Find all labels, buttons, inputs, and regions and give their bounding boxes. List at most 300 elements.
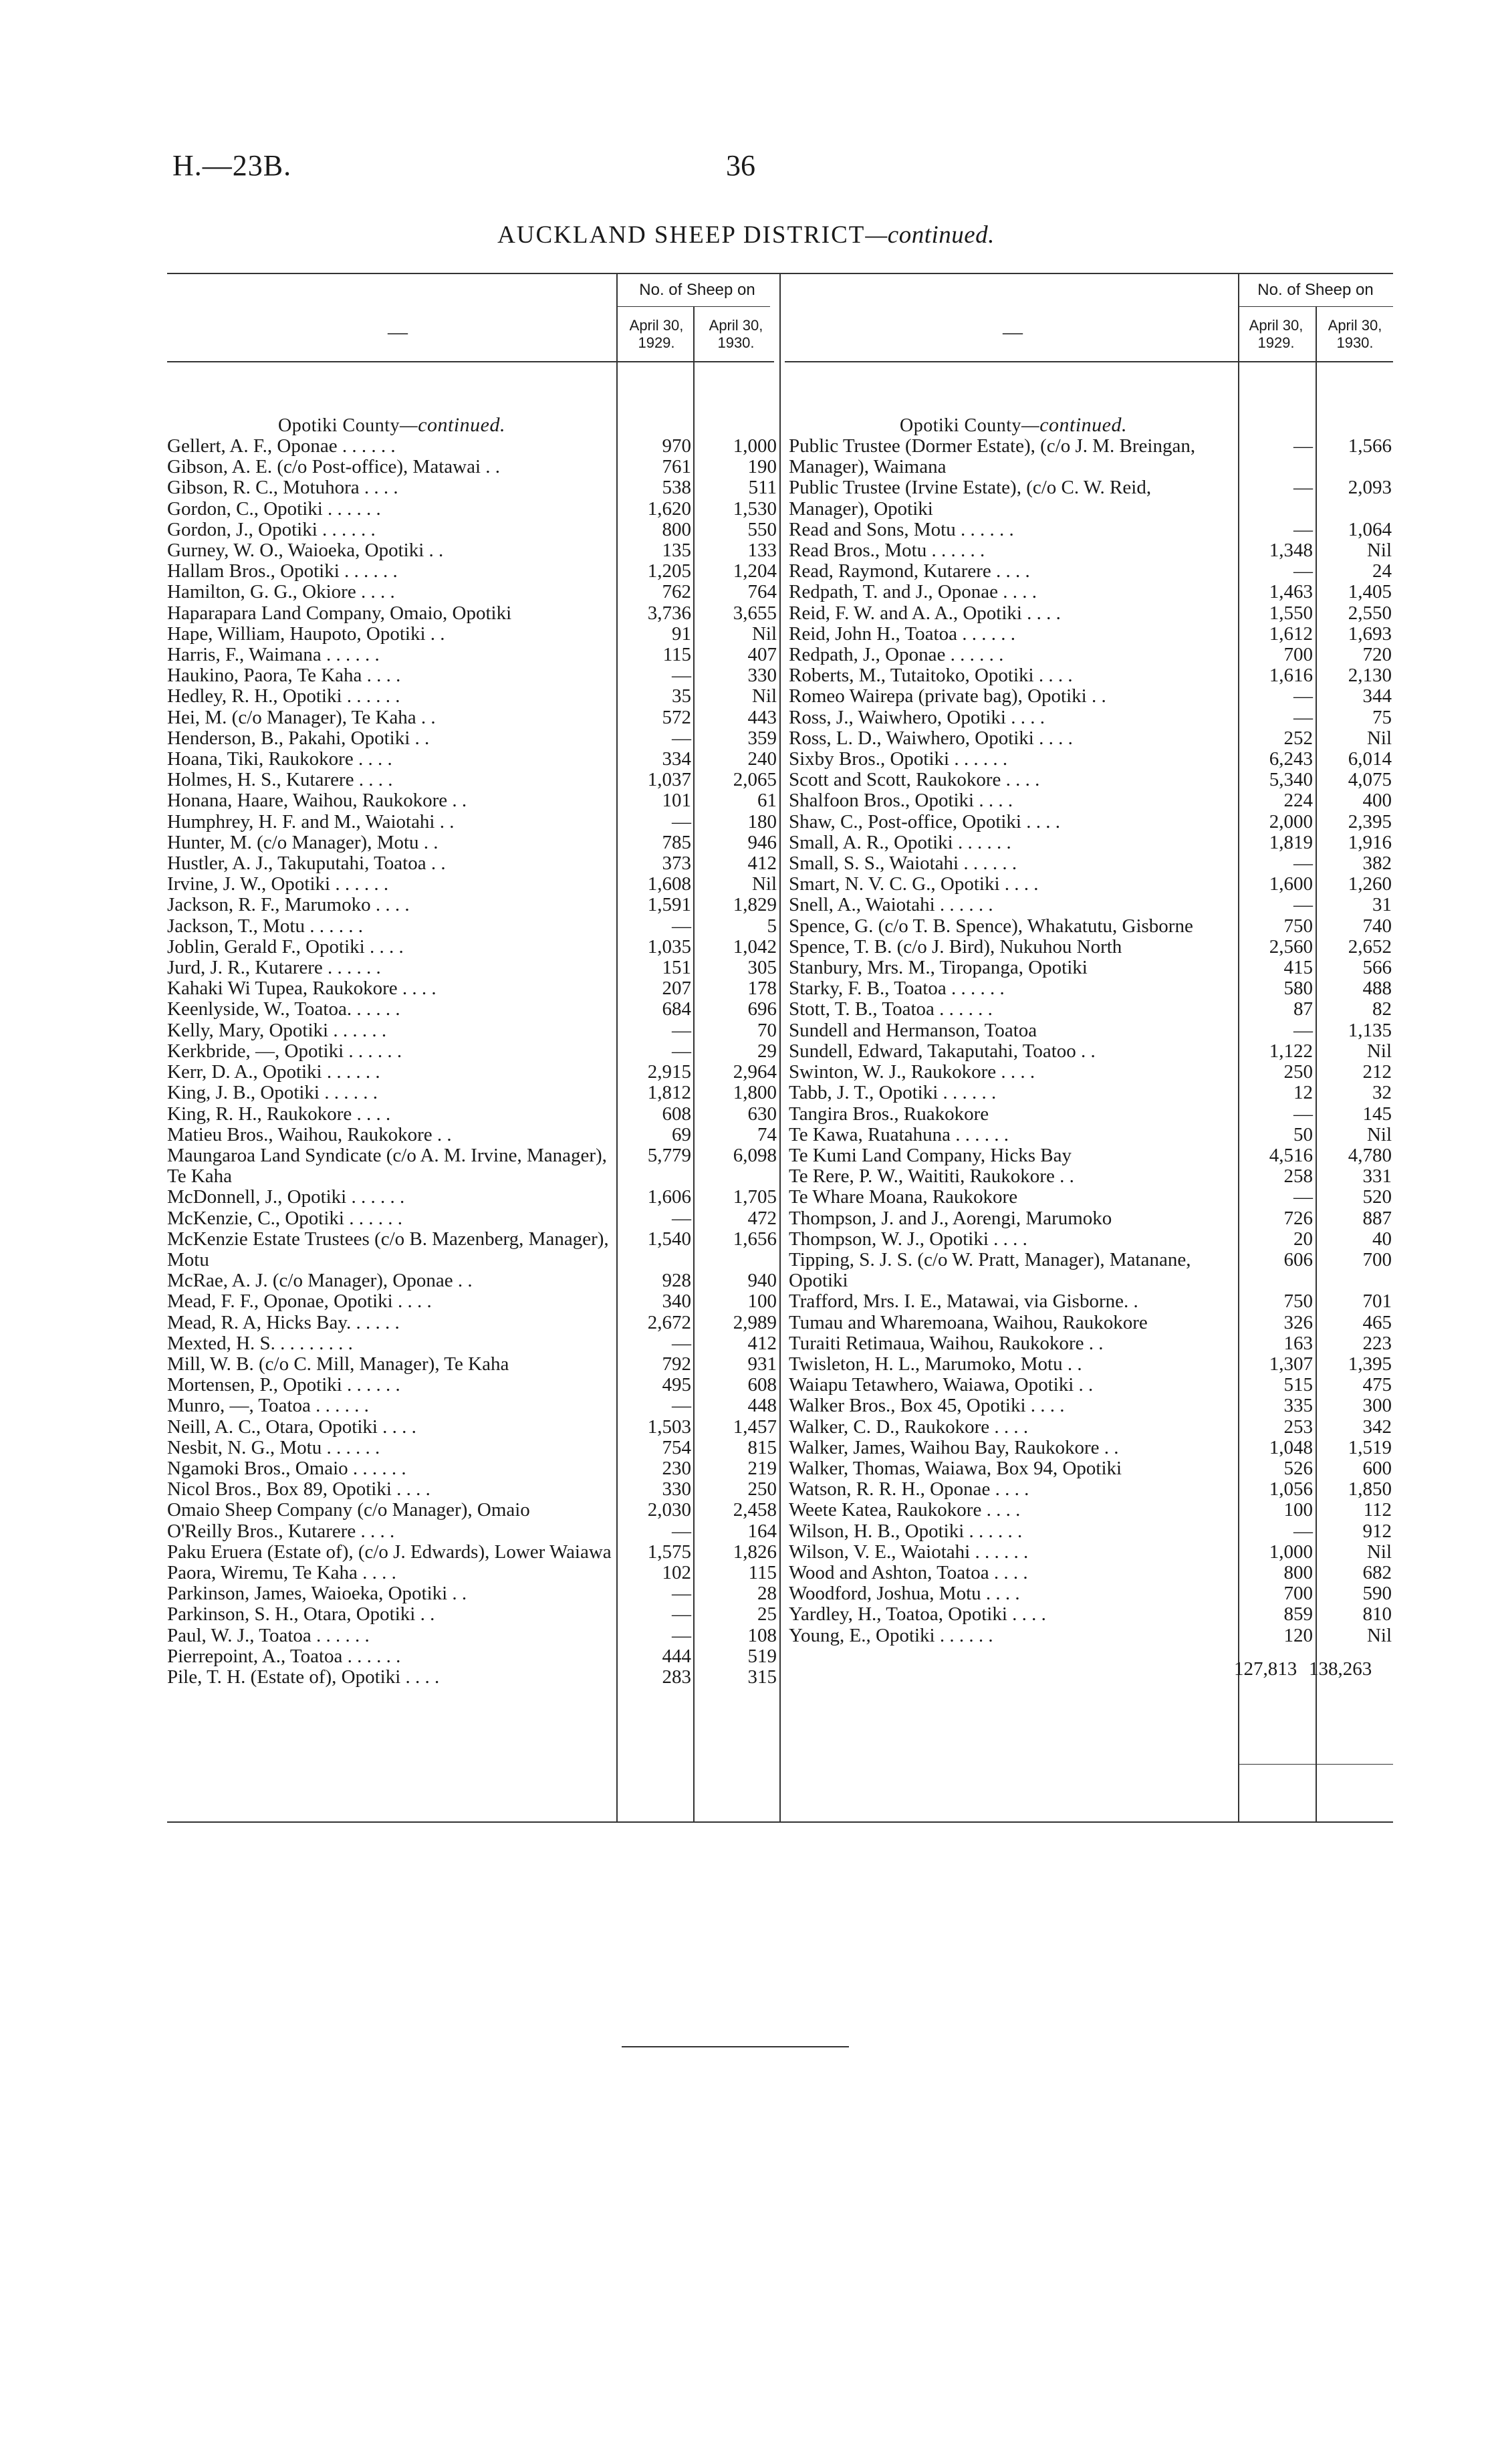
owner-name: Matieu Bros., Waihou, Raukokore . . [167, 1123, 452, 1145]
sheep-1930: 178 [747, 978, 777, 1000]
owner-name: Neill, A. C., Otara, Opotiki . . . . [167, 1416, 416, 1438]
sheep-1929: 2,672 [647, 1311, 691, 1333]
owner-name: Pierrepoint, A., Toatoa . . . . . . [167, 1645, 401, 1667]
sheep-1930: 219 [747, 1457, 777, 1479]
page-number: 36 [726, 149, 755, 182]
sheep-1929: — [1293, 685, 1313, 707]
sheep-1929: 526 [1283, 1457, 1313, 1479]
sheep-1930: 407 [747, 644, 777, 666]
owner-name: Gordon, J., Opotiki . . . . . . [167, 518, 376, 540]
table-row [789, 1250, 1393, 1291]
sheep-1929: 1,205 [647, 560, 691, 582]
sheep-1930: 720 [1362, 644, 1392, 666]
sheep-1930: 330 [747, 665, 777, 687]
owner-name: Hamilton, G. G., Okiore . . . . [167, 581, 395, 603]
owner-name: Spence, T. B. (c/o J. Bird), Nukuhou North [789, 935, 1122, 958]
table-row [167, 895, 778, 915]
sheep-1930: 100 [747, 1291, 777, 1313]
sheep-1929: 100 [1283, 1499, 1313, 1521]
table-row [789, 832, 1393, 853]
table-row [167, 1125, 778, 1145]
owner-name: Gordon, C., Opotiki . . . . . . [167, 497, 381, 520]
left-table [167, 273, 778, 1688]
table-row [167, 603, 778, 624]
sheep-1930: 2,093 [1348, 477, 1392, 499]
owner-name: Kelly, Mary, Opotiki . . . . . . [167, 1019, 387, 1041]
owner-name: Stanbury, Mrs. M., Tiropanga, Opotiki [789, 957, 1088, 979]
sheep-1930: 115 [748, 1561, 777, 1583]
owner-name: Shalfoon Bros., Opotiki . . . . [789, 790, 1013, 812]
sheep-1930: 25 [757, 1603, 777, 1626]
table-row [167, 1542, 778, 1563]
sheep-1929: 859 [1283, 1603, 1313, 1626]
owner-name: Walker, Thomas, Waiawa, Box 94, Opotiki [789, 1457, 1122, 1479]
sheep-1929: 12 [1293, 1082, 1313, 1104]
table-row [789, 1145, 1393, 1166]
owner-name: Watson, R. R. H., Oponae . . . . [789, 1478, 1029, 1500]
sheep-1929: 69 [672, 1123, 691, 1145]
sheep-1929: 115 [662, 644, 691, 666]
sheep-1930: 250 [747, 1478, 777, 1500]
sheep-1929: 928 [662, 1270, 691, 1292]
right-table-header [789, 273, 1393, 401]
sheep-1930: 164 [747, 1520, 777, 1542]
sheep-count-group-header: No. of Sheep on [1257, 281, 1374, 299]
sheep-1930: 1,405 [1348, 581, 1392, 603]
sheep-1929: 1,348 [1269, 540, 1313, 562]
owner-name: Jackson, T., Motu . . . . . . [167, 915, 363, 937]
owner-name: Public Trustee (Irvine Estate), (c/o C. W. Reid, Manager), Opotiki [789, 477, 1152, 520]
sheep-1929: — [1293, 894, 1313, 916]
sheep-1930: 566 [1362, 957, 1392, 979]
sheep-1929: — [672, 1624, 691, 1646]
table-row [789, 1083, 1393, 1103]
sheep-1930: 1,829 [733, 894, 777, 916]
owner-name: Ross, L. D., Waiwhero, Opotiki . . . . [789, 727, 1073, 749]
owner-name: McKenzie, C., Opotiki . . . . . . [167, 1207, 402, 1229]
sheep-1930: 344 [1362, 685, 1392, 707]
sheep-1930: 701 [1362, 1291, 1392, 1313]
sheep-1930: 1,566 [1348, 435, 1392, 457]
owner-name: Smart, N. V. C. G., Opotiki . . . . [789, 873, 1039, 895]
sheep-1929: — [672, 727, 691, 749]
sheep-1930: 190 [747, 456, 777, 478]
sheep-1929: — [672, 1040, 691, 1062]
owner-name: Hunter, M. (c/o Manager), Motu . . [167, 831, 439, 853]
sheep-1929: 224 [1283, 790, 1313, 812]
table-row [789, 1563, 1393, 1583]
sheep-1929: — [672, 1603, 691, 1626]
sheep-1929: 6,243 [1269, 748, 1313, 770]
sheep-1930: 5 [767, 915, 777, 937]
owner-name: Jackson, R. F., Marumoko . . . . [167, 894, 410, 916]
owner-name: Roberts, M., Tutaitoko, Opotiki . . . . [789, 665, 1073, 687]
sheep-1929: 608 [662, 1103, 691, 1125]
sheep-1929: 1,608 [647, 873, 691, 895]
owner-name: Paul, W. J., Toatoa . . . . . . [167, 1624, 370, 1646]
owner-name: Read Bros., Motu . . . . . . [789, 540, 985, 562]
sheep-1929: 750 [1283, 1291, 1313, 1313]
table-row [167, 1020, 778, 1041]
sheep-1929: 163 [1283, 1332, 1313, 1354]
owner-name: Mill, W. B. (c/o C. Mill, Manager), Te Kaha [167, 1353, 509, 1375]
sheep-1929: — [672, 1520, 691, 1542]
table-row [789, 1458, 1393, 1479]
sheep-1930: 2,395 [1348, 810, 1392, 832]
left-rows [167, 436, 778, 1688]
owner-name: Kahaki Wi Tupea, Raukokore . . . . [167, 978, 437, 1000]
sheep-1929: 700 [1283, 644, 1313, 666]
county-heading [167, 415, 616, 436]
owner-name: Redpath, T. and J., Oponae . . . . [789, 581, 1037, 603]
name-column-header: — [1003, 321, 1023, 343]
owner-name: Snell, A., Waiotahi . . . . . . [789, 894, 993, 916]
name-column-header: — [388, 321, 408, 343]
sheep-1930: 740 [1362, 915, 1392, 937]
sheep-1929: 35 [672, 685, 691, 707]
year-1929-header: April 30, 1929. [1249, 317, 1303, 351]
table-row [789, 1125, 1393, 1145]
sheep-1929: 1,606 [647, 1186, 691, 1208]
table-row [789, 1333, 1393, 1354]
owner-name: Redpath, J., Oponae . . . . . . [789, 644, 1004, 666]
sheep-1929: 785 [662, 831, 691, 853]
owner-name: Reid, F. W. and A. A., Opotiki . . . . [789, 602, 1061, 624]
sheep-1930: 1,135 [1348, 1019, 1392, 1041]
sheep-1929: — [672, 1332, 691, 1354]
owner-name: Paku Eruera (Estate of), (c/o J. Edwards), Lower Waiawa [167, 1541, 612, 1563]
sheep-1929: 1,540 [647, 1228, 691, 1250]
owner-name: Walker, C. D., Raukokore . . . . [789, 1416, 1029, 1438]
sheep-1930: 608 [747, 1374, 777, 1396]
table-row [167, 1479, 778, 1500]
table-row [167, 457, 778, 477]
sheep-1929: 700 [1283, 1583, 1313, 1605]
sheep-1929: 1,307 [1269, 1353, 1313, 1375]
sheep-1930: 1,800 [733, 1082, 777, 1104]
table-row [789, 1479, 1393, 1500]
table-row [167, 1521, 778, 1542]
sheep-1930: 912 [1362, 1520, 1392, 1542]
owner-name: Thompson, W. J., Opotiki . . . . [789, 1228, 1027, 1250]
sheep-1930: 630 [747, 1103, 777, 1125]
sheep-1929: 340 [662, 1291, 691, 1313]
sheep-1930: 412 [747, 1332, 777, 1354]
sheep-1929: 800 [662, 518, 691, 540]
sheep-1929: — [1293, 560, 1313, 582]
owner-name: Trafford, Mrs. I. E., Matawai, via Gisborne. . [789, 1291, 1138, 1313]
owner-name: Sixby Bros., Opotiki . . . . . . [789, 748, 1008, 770]
owner-name: Ross, J., Waiwhero, Opotiki . . . . [789, 706, 1045, 728]
owner-name: Read and Sons, Motu . . . . . . [789, 518, 1014, 540]
sheep-1930: 300 [1362, 1395, 1392, 1417]
table-row [789, 1542, 1393, 1563]
owner-name: Gurney, W. O., Waioeka, Opotiki . . [167, 540, 444, 562]
owner-name: Wood and Ashton, Toatoa . . . . [789, 1561, 1028, 1583]
table-row [789, 1166, 1393, 1187]
sheep-1929: — [672, 810, 691, 832]
sheep-1929: 250 [1283, 1061, 1313, 1083]
sheep-1929: 253 [1283, 1416, 1313, 1438]
sheep-1930: 4,075 [1348, 769, 1392, 791]
owner-name: King, J. B., Opotiki . . . . . . [167, 1082, 378, 1104]
sheep-1930: 887 [1362, 1207, 1392, 1229]
sheep-1930: 764 [747, 581, 777, 603]
table-row [789, 812, 1393, 832]
owner-name: Turaiti Retimaua, Waihou, Raukokore . . [789, 1332, 1104, 1354]
sheep-1929: 50 [1293, 1123, 1313, 1145]
sheep-1930: 212 [1362, 1061, 1392, 1083]
table-row [167, 1375, 778, 1395]
sheep-1930: 1,519 [1348, 1436, 1392, 1458]
table-row [789, 1104, 1393, 1125]
owner-name: Irvine, J. W., Opotiki . . . . . . [167, 873, 389, 895]
table-row [789, 1604, 1393, 1625]
table-row [167, 1187, 778, 1208]
table-row [167, 1313, 778, 1333]
table-row [789, 999, 1393, 1020]
sheep-1930: 31 [1372, 894, 1392, 916]
sheep-1929: 120 [1283, 1624, 1313, 1646]
sheep-1929: 1,600 [1269, 873, 1313, 895]
sheep-1930: 2,130 [1348, 665, 1392, 687]
owner-name: Jurd, J. R., Kutarere . . . . . . [167, 957, 381, 979]
sheep-1930: 590 [1362, 1583, 1392, 1605]
sheep-1930: 240 [747, 748, 777, 770]
sheep-1929: 91 [672, 623, 691, 645]
sheep-1930: 305 [747, 957, 777, 979]
table-row [789, 1521, 1393, 1542]
sheep-1929: 1,591 [647, 894, 691, 916]
owner-name: Shaw, C., Post-office, Opotiki . . . . [789, 810, 1060, 832]
sheep-1930: 24 [1372, 560, 1392, 582]
sheep-1929: 1,035 [647, 935, 691, 958]
column-divider-middle [779, 273, 781, 1821]
table-row [789, 916, 1393, 937]
sheep-1929: 1,122 [1269, 1040, 1313, 1062]
sheep-1929: 5,340 [1269, 769, 1313, 791]
owner-name: McRae, A. J. (c/o Manager), Oponae . . [167, 1270, 473, 1292]
sheep-1929: 4,516 [1269, 1144, 1313, 1166]
sheep-1929: 1,463 [1269, 581, 1313, 603]
sheep-1930: 400 [1362, 790, 1392, 812]
sheep-1929: 1,037 [647, 769, 691, 791]
owner-name: Sundell and Hermanson, Toatoa [789, 1019, 1037, 1041]
owner-name: King, R. H., Raukokore . . . . [167, 1103, 391, 1125]
owner-name: Haparapara Land Company, Omaio, Opotiki [167, 602, 512, 624]
sheep-1929: 207 [662, 978, 691, 1000]
sheep-1929: 87 [1293, 998, 1313, 1020]
owner-name: Ngamoki Bros., Omaio . . . . . . [167, 1457, 406, 1479]
sheep-1930: 2,964 [733, 1061, 777, 1083]
sheep-1929: 415 [1283, 957, 1313, 979]
owner-name: Thompson, J. and J., Aorengi, Marumoko [789, 1207, 1112, 1229]
table-row [167, 958, 778, 978]
sheep-1930: 472 [747, 1207, 777, 1229]
sheep-1930: 75 [1372, 706, 1392, 728]
sheep-1929: 258 [1283, 1165, 1313, 1188]
sheep-1930: Nil [1366, 1624, 1392, 1646]
sheep-1930: 946 [747, 831, 777, 853]
county-name: Opotiki County [900, 415, 1022, 436]
sheep-1930: 1,530 [733, 497, 777, 520]
total-1930: 138,263 [1309, 1658, 1372, 1680]
owner-name: Wilson, V. E., Waiotahi . . . . . . [789, 1541, 1029, 1563]
table-row [167, 1646, 778, 1667]
owner-name: Hei, M. (c/o Manager), Te Kaha . . [167, 706, 436, 728]
owner-name: Te Kawa, Ruatahuna . . . . . . [789, 1123, 1009, 1145]
owner-name: Hallam Bros., Opotiki . . . . . . [167, 560, 398, 582]
sheep-1929: 1,048 [1269, 1436, 1313, 1458]
table-row [167, 853, 778, 874]
sheep-1930: 61 [757, 790, 777, 812]
owner-name: Small, A. R., Opotiki . . . . . . [789, 831, 1011, 853]
sheep-1929: — [672, 1583, 691, 1605]
table-row [789, 1417, 1393, 1438]
table-row [789, 770, 1393, 790]
table-row [789, 1020, 1393, 1041]
table-row [167, 540, 778, 561]
owner-name: O'Reilly Bros., Kutarere . . . . [167, 1520, 395, 1542]
sheep-1930: 342 [1362, 1416, 1392, 1438]
table-row [167, 1062, 778, 1083]
sheep-1929: — [1293, 1520, 1313, 1542]
table-row [167, 561, 778, 582]
sheep-1930: 940 [747, 1270, 777, 1292]
owner-name: Te Whare Moana, Raukokore [789, 1186, 1018, 1208]
owner-name: Gibson, A. E. (c/o Post-office), Matawai . . [167, 456, 501, 478]
table-row [789, 1626, 1393, 1646]
sheep-1930: 475 [1362, 1374, 1392, 1396]
sheep-1929: 330 [662, 1478, 691, 1500]
table-row [789, 561, 1393, 582]
table-row [167, 728, 778, 749]
table-row [789, 707, 1393, 728]
total-label-space [789, 1656, 1234, 1682]
sheep-1930: 1,916 [1348, 831, 1392, 853]
table-row [167, 1208, 778, 1229]
table-row [167, 624, 778, 645]
sheep-1929: 2,560 [1269, 935, 1313, 958]
owner-name: Hedley, R. H., Opotiki . . . . . . [167, 685, 400, 707]
owner-name: Maungaroa Land Syndicate (c/o A. M. Irvine, Manager), Te Kaha [167, 1144, 607, 1188]
table-row [167, 582, 778, 602]
sheep-1929: — [1293, 518, 1313, 540]
sheep-1930: 815 [747, 1436, 777, 1458]
owner-name: Hape, William, Haupoto, Opotiki . . [167, 623, 445, 645]
owner-name: Spence, G. (c/o T. B. Spence), Whakatutu, Gisborne [789, 915, 1193, 937]
sheep-1929: 1,503 [647, 1416, 691, 1438]
sheep-1929: 792 [662, 1353, 691, 1375]
sheep-1930: 448 [747, 1395, 777, 1417]
owner-name: Read, Raymond, Kutarere . . . . [789, 560, 1030, 582]
sheep-1929: 1,550 [1269, 602, 1313, 624]
owner-name: Young, E., Opotiki . . . . . . [789, 1624, 993, 1646]
sheep-1930: 2,458 [733, 1499, 777, 1521]
table-row [167, 999, 778, 1020]
sheep-1930: 180 [747, 810, 777, 832]
sheep-1930: 1,656 [733, 1228, 777, 1250]
sheep-1930: 2,652 [1348, 935, 1392, 958]
sheep-1929: — [672, 1019, 691, 1041]
owner-name: Walker, James, Waihou Bay, Raukokore . . [789, 1436, 1119, 1458]
sheep-1930: 32 [1372, 1082, 1392, 1104]
owner-name: Hoana, Tiki, Raukokore . . . . [167, 748, 392, 770]
sheep-count-group-header: No. of Sheep on [639, 281, 755, 299]
table-row [167, 1500, 778, 1521]
table-row [167, 937, 778, 958]
owner-name: Walker Bros., Box 45, Opotiki . . . . [789, 1395, 1065, 1417]
table-row [789, 853, 1393, 874]
sheep-1929: 373 [662, 853, 691, 875]
sheep-1930: 331 [1362, 1165, 1392, 1188]
sheep-1929: — [1293, 1103, 1313, 1125]
sheep-1929: 2,030 [647, 1499, 691, 1521]
sheep-1929: — [1293, 477, 1313, 499]
table-row [789, 1500, 1393, 1521]
sheep-1930: Nil [751, 873, 777, 895]
sheep-1930: 4,780 [1348, 1144, 1392, 1166]
sheep-1930: 600 [1362, 1457, 1392, 1479]
sheep-1930: 443 [747, 706, 777, 728]
table-row [167, 1583, 778, 1604]
year-1930-header: April 30, 1930. [709, 317, 763, 351]
table-row [167, 520, 778, 540]
table-row [789, 895, 1393, 915]
sheep-1930: 1,000 [733, 435, 777, 457]
sheep-1930: Nil [1366, 540, 1392, 562]
left-table-header [167, 273, 778, 401]
table-row [789, 978, 1393, 999]
sheep-1930: Nil [751, 623, 777, 645]
sheep-1930: 465 [1362, 1311, 1392, 1333]
owner-name: Joblin, Gerald F., Opotiki . . . . [167, 935, 404, 958]
owner-name: Tumau and Wharemoana, Waihou, Raukokore [789, 1311, 1148, 1333]
sheep-1929: 151 [662, 957, 691, 979]
footer-rule [622, 2046, 849, 2047]
sheep-1930: Nil [751, 685, 777, 707]
table-row [789, 1062, 1393, 1083]
sheep-1930: 511 [748, 477, 777, 499]
section-title-suffix: —continued. [865, 221, 995, 249]
owner-name: Tangira Bros., Ruakokore [789, 1103, 989, 1125]
owner-name: Scott and Scott, Raukokore . . . . [789, 769, 1040, 791]
sheep-1929: 252 [1283, 727, 1313, 749]
table-row [789, 1395, 1393, 1416]
owner-name: Reid, John H., Toatoa . . . . . . [789, 623, 1015, 645]
table-row [789, 1438, 1393, 1458]
sheep-1929: 515 [1283, 1374, 1313, 1396]
owner-name: Starky, F. B., Toatoa . . . . . . [789, 978, 1005, 1000]
table-row [167, 1395, 778, 1416]
owner-name: Sundell, Edward, Takaputahi, Toatoo . . [789, 1040, 1096, 1062]
table-row [789, 1229, 1393, 1250]
table-row [167, 916, 778, 937]
total-row [789, 1656, 1393, 1682]
owner-name: Keenlyside, W., Toatoa. . . . . . [167, 998, 400, 1020]
table-row [167, 749, 778, 770]
owner-name: Mead, F. F., Oponae, Opotiki . . . . [167, 1291, 432, 1313]
table-row [167, 1626, 778, 1646]
table-row [167, 874, 778, 895]
sheep-1929: 230 [662, 1457, 691, 1479]
table-row [167, 1604, 778, 1625]
table-row [167, 1291, 778, 1312]
sheep-1929: 2,000 [1269, 810, 1313, 832]
owner-name: Munro, —, Toatoa . . . . . . [167, 1395, 369, 1417]
table-row [167, 1438, 778, 1458]
sheep-1929: 101 [662, 790, 691, 812]
